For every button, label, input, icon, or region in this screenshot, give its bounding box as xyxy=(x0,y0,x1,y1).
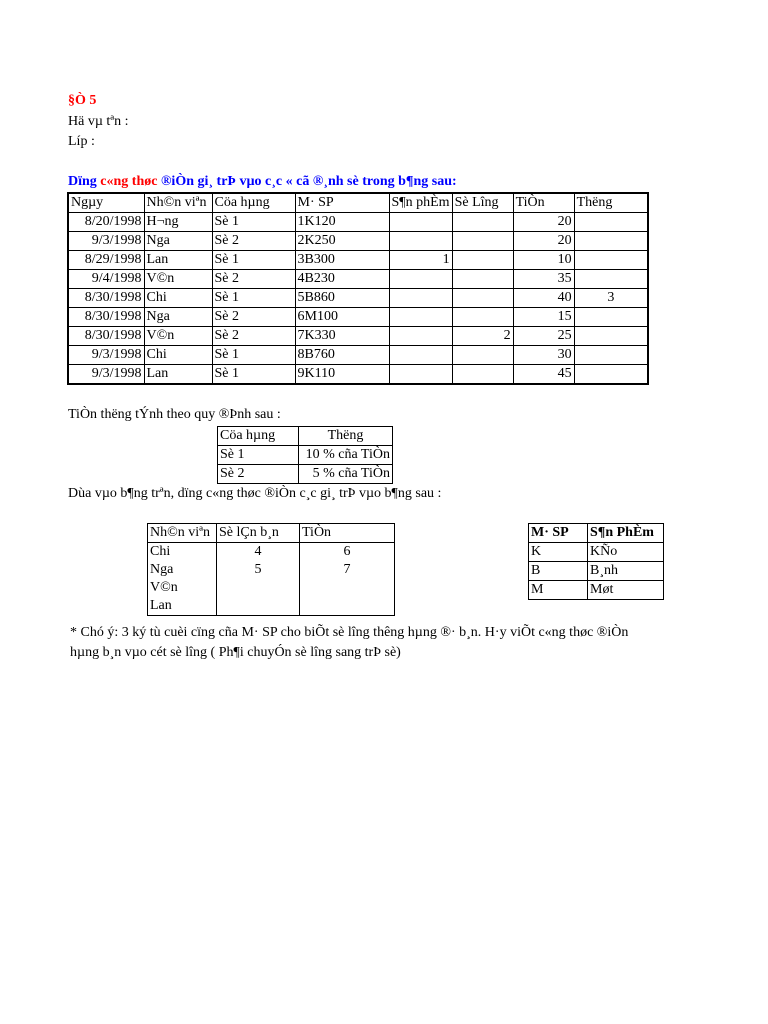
amount-cell: 15 xyxy=(513,308,574,327)
product-cell xyxy=(389,308,452,327)
sales-count-cell: 5 xyxy=(217,561,300,579)
quantity-cell xyxy=(452,251,513,270)
bonus-cell: 3 xyxy=(574,289,648,308)
product-code-table xyxy=(528,523,664,600)
employee-cell: Nga xyxy=(144,232,212,251)
amount-cell: 6 xyxy=(300,543,395,562)
table-row xyxy=(68,346,648,365)
quantity-cell xyxy=(452,232,513,251)
product-cell xyxy=(389,346,452,365)
date-cell: 8/29/1998 xyxy=(68,251,144,270)
product-cell xyxy=(389,289,452,308)
table-row xyxy=(529,581,664,600)
bonus-cell xyxy=(574,232,648,251)
employee-cell: Chi xyxy=(148,543,217,562)
code-table-header xyxy=(529,524,664,543)
date-cell: 8/30/1998 xyxy=(68,289,144,308)
table-row xyxy=(68,327,648,346)
code-cell: 5B860 xyxy=(295,289,389,308)
class-label: Líp : xyxy=(68,134,95,149)
note-line-1: * Chó ý: 3 ký tù cuèi cïng cña M· SP cho biÕt sè lîng thêng hµng ®· b¸n. H·y viÕt c«ng thøc ®iÒn xyxy=(70,625,629,640)
bonus-cell xyxy=(574,270,648,289)
header-cell: Thëng xyxy=(574,193,648,213)
employee-cell: Lan xyxy=(144,365,212,385)
header-cell: M· SP xyxy=(295,193,389,213)
store-cell: Sè 1 xyxy=(218,446,299,465)
sales-count-cell xyxy=(217,579,300,597)
name-label: Hä vµ tªn : xyxy=(68,114,129,129)
table-row xyxy=(218,446,393,465)
header-cell: Ngµy xyxy=(68,193,144,213)
header-cell: Sè lÇn b¸n xyxy=(217,524,300,543)
code-cell: B xyxy=(529,562,588,581)
bonus-cell xyxy=(574,213,648,232)
store-cell: Sè 1 xyxy=(212,213,295,232)
date-cell: 9/3/1998 xyxy=(68,365,144,385)
bonus-cell xyxy=(574,365,648,385)
quantity-cell xyxy=(452,213,513,232)
sales-count-cell: 4 xyxy=(217,543,300,562)
product-cell: Møt xyxy=(588,581,664,600)
product-cell xyxy=(389,270,452,289)
code-cell: 3B300 xyxy=(295,251,389,270)
quantity-cell xyxy=(452,346,513,365)
main-table xyxy=(67,192,649,385)
header-cell: Nh©n viªn xyxy=(144,193,212,213)
table-row xyxy=(68,289,648,308)
store-cell: Sè 1 xyxy=(212,365,295,385)
bonus-rate-cell: 5 % cña TiÒn xyxy=(299,465,393,484)
header-cell: S¶n PhÈm xyxy=(588,524,664,543)
summary-table xyxy=(147,523,395,616)
based-on-text: Dùa vµo b¶ng trªn, dïng c«ng thøc ®iÒn c¸c gi¸ trÞ vµo b¶ng sau : xyxy=(68,486,442,501)
exam-heading: §Ò 5 xyxy=(68,93,97,108)
code-cell: 6M100 xyxy=(295,308,389,327)
table-row xyxy=(148,597,395,616)
note-line-2: hµng b¸n vµo cét sè lîng ( Ph¶i chuyÓn sè lîng sang trÞ sè) xyxy=(70,645,401,660)
header-cell: S¶n phÈm xyxy=(389,193,452,213)
amount-cell: 25 xyxy=(513,327,574,346)
employee-cell: Chi xyxy=(144,289,212,308)
product-cell xyxy=(389,327,452,346)
code-cell: 8B760 xyxy=(295,346,389,365)
quantity-cell xyxy=(452,308,513,327)
amount-cell: 7 xyxy=(300,561,395,579)
table-row xyxy=(148,579,395,597)
product-cell: KÑo xyxy=(588,543,664,562)
amount-cell: 45 xyxy=(513,365,574,385)
store-cell: Sè 1 xyxy=(212,251,295,270)
header-cell: Cöa hµng xyxy=(218,427,299,446)
bonus-cell xyxy=(574,251,648,270)
employee-cell: V©n xyxy=(144,270,212,289)
store-cell: Sè 2 xyxy=(218,465,299,484)
product-cell xyxy=(389,232,452,251)
summary-table-header xyxy=(148,524,395,543)
code-cell: 4B230 xyxy=(295,270,389,289)
code-cell: 7K330 xyxy=(295,327,389,346)
amount-cell: 40 xyxy=(513,289,574,308)
employee-cell: Lan xyxy=(148,597,217,616)
employee-cell: V©n xyxy=(148,579,217,597)
instruction-part1: Dïng xyxy=(68,174,101,189)
code-cell: 1K120 xyxy=(295,213,389,232)
header-cell: TiÒn xyxy=(300,524,395,543)
table-row xyxy=(529,562,664,581)
date-cell: 9/3/1998 xyxy=(68,346,144,365)
table-row xyxy=(68,270,648,289)
header-cell: Nh©n viªn xyxy=(148,524,217,543)
product-cell: B¸nh xyxy=(588,562,664,581)
product-cell: 1 xyxy=(389,251,452,270)
header-cell: TiÒn xyxy=(513,193,574,213)
amount-cell xyxy=(300,579,395,597)
quantity-cell: 2 xyxy=(452,327,513,346)
store-cell: Sè 2 xyxy=(212,270,295,289)
employee-cell: Nga xyxy=(148,561,217,579)
store-cell: Sè 2 xyxy=(212,308,295,327)
product-cell xyxy=(389,213,452,232)
quantity-cell xyxy=(452,289,513,308)
store-cell: Sè 1 xyxy=(212,289,295,308)
table-row xyxy=(68,365,648,385)
date-cell: 8/30/1998 xyxy=(68,327,144,346)
header-cell: M· SP xyxy=(529,524,588,543)
bonus-rule-text: TiÒn thëng tÝnh theo quy ®Þnh sau : xyxy=(68,407,281,422)
quantity-cell xyxy=(452,270,513,289)
quantity-cell xyxy=(452,365,513,385)
instruction xyxy=(68,173,457,191)
table-row xyxy=(68,232,648,251)
employee-cell: H¬ng xyxy=(144,213,212,232)
date-cell: 9/3/1998 xyxy=(68,232,144,251)
header-cell: Thëng xyxy=(299,427,393,446)
bonus-table xyxy=(217,426,393,484)
header-cell: Cöa hµng xyxy=(212,193,295,213)
amount-cell: 10 xyxy=(513,251,574,270)
amount-cell: 20 xyxy=(513,232,574,251)
store-cell: Sè 2 xyxy=(212,232,295,251)
code-cell: 9K110 xyxy=(295,365,389,385)
employee-cell: Lan xyxy=(144,251,212,270)
bonus-cell xyxy=(574,308,648,327)
code-cell: M xyxy=(529,581,588,600)
table-row xyxy=(148,561,395,579)
bonus-cell xyxy=(574,327,648,346)
date-cell: 8/20/1998 xyxy=(68,213,144,232)
bonus-cell xyxy=(574,346,648,365)
table-row xyxy=(148,543,395,562)
table-row xyxy=(68,308,648,327)
employee-cell: Nga xyxy=(144,308,212,327)
main-table-header xyxy=(68,193,648,213)
table-row xyxy=(68,251,648,270)
table-row xyxy=(68,213,648,232)
instruction-red: c«ng thøc xyxy=(100,174,158,189)
amount-cell: 35 xyxy=(513,270,574,289)
bonus-rate-cell: 10 % cña TiÒn xyxy=(299,446,393,465)
employee-cell: Chi xyxy=(144,346,212,365)
store-cell: Sè 2 xyxy=(212,327,295,346)
amount-cell xyxy=(300,597,395,616)
date-cell: 8/30/1998 xyxy=(68,308,144,327)
table-row xyxy=(218,465,393,484)
table-row xyxy=(529,543,664,562)
code-cell: 2K250 xyxy=(295,232,389,251)
sales-count-cell xyxy=(217,597,300,616)
bonus-table-header xyxy=(218,427,393,446)
instruction-part2: ®iÒn gi¸ trÞ vµo c¸c « cã ®¸nh sè trong b¶ng sau: xyxy=(157,174,457,189)
store-cell: Sè 1 xyxy=(212,346,295,365)
code-cell: K xyxy=(529,543,588,562)
date-cell: 9/4/1998 xyxy=(68,270,144,289)
header-cell: Sè Lîng xyxy=(452,193,513,213)
amount-cell: 30 xyxy=(513,346,574,365)
employee-cell: V©n xyxy=(144,327,212,346)
amount-cell: 20 xyxy=(513,213,574,232)
product-cell xyxy=(389,365,452,385)
